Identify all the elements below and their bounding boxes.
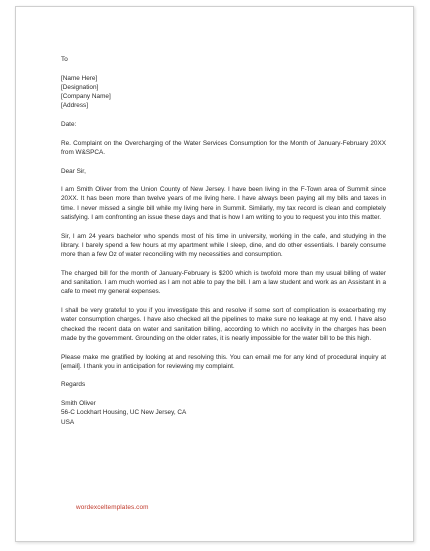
to-label: To: [61, 56, 68, 63]
signature-block: [61, 399, 386, 427]
recipient-designation: [Designation]: [61, 83, 99, 91]
paragraph-closing: Please make me gratified by looking at and resolving this. You can email me for any kind of procedural inquiry at [email]. I thank you in anticipation for reviewing my complaint.: [61, 353, 386, 370]
salutation: Dear Sir,: [61, 167, 86, 175]
recipient-name: [Name Here]: [61, 74, 98, 82]
signature-country: USA: [61, 418, 75, 426]
signature-name: Smith Oliver: [61, 399, 96, 407]
signature-address: 56-C Lockhart Housing, UC New Jersey, CA: [61, 409, 187, 417]
paragraph-lifestyle: Sir, I am 24 years bachelor who spends most of his time in university, working in the cafe, and studying in the library. I barely spend a few hours at my apartment while I sleep, dine, and do other essentials. I barely consume more than a few Oz of water reconciling with my necessities and consumption.: [61, 232, 386, 259]
letter-body: [61, 55, 386, 427]
date-label: Date:: [61, 121, 77, 129]
document-page: [15, 6, 414, 542]
paragraph-intro: I am Smith Oliver from the Union County of New Jersey. I have been living in the F-Town area of Summit since 20XX. It has been more than twelve years of me living here. I have always been paying all my bills and taxes in time. I never missed a single bill while my living here in Summit. Similarly, my tax record is clean and completely satisfying. I am confronting an issue these days and that is how I am writing to you to request you into this matter.: [61, 186, 386, 222]
subject-line: Re. Complaint on the Overcharging of the Water Services Consumption for the Month of January-February 20XX from W&SPCA.: [61, 139, 386, 156]
closing-regards: Regards: [61, 381, 86, 389]
recipient-block: [61, 74, 386, 111]
footer-watermark: wordexceltemplates.com: [76, 504, 149, 511]
recipient-company: [Company Name]: [61, 93, 111, 101]
recipient-address: [Address]: [61, 102, 88, 110]
paragraph-bill: The charged bill for the month of January-February is $200 which is twofold more than my usual billing of water and sanitation. I am much worried as I am not able to pay the bill. I am a law student and work as an Assistant in a cafe to meet my general expenses.: [61, 269, 386, 296]
paragraph-request: I shall be very grateful to you if you investigate this and resolve if some sort of complication is exacerbating my water consumption charges. I have also checked all the pipelines to make sure no leakage at my end. I have also checked the recent data on water and sanitation billing, according to which no acclivity in the charges has been made by the government. Grounding on the older rates, it is nearly impossible for the water bill to be this high.: [61, 307, 386, 342]
